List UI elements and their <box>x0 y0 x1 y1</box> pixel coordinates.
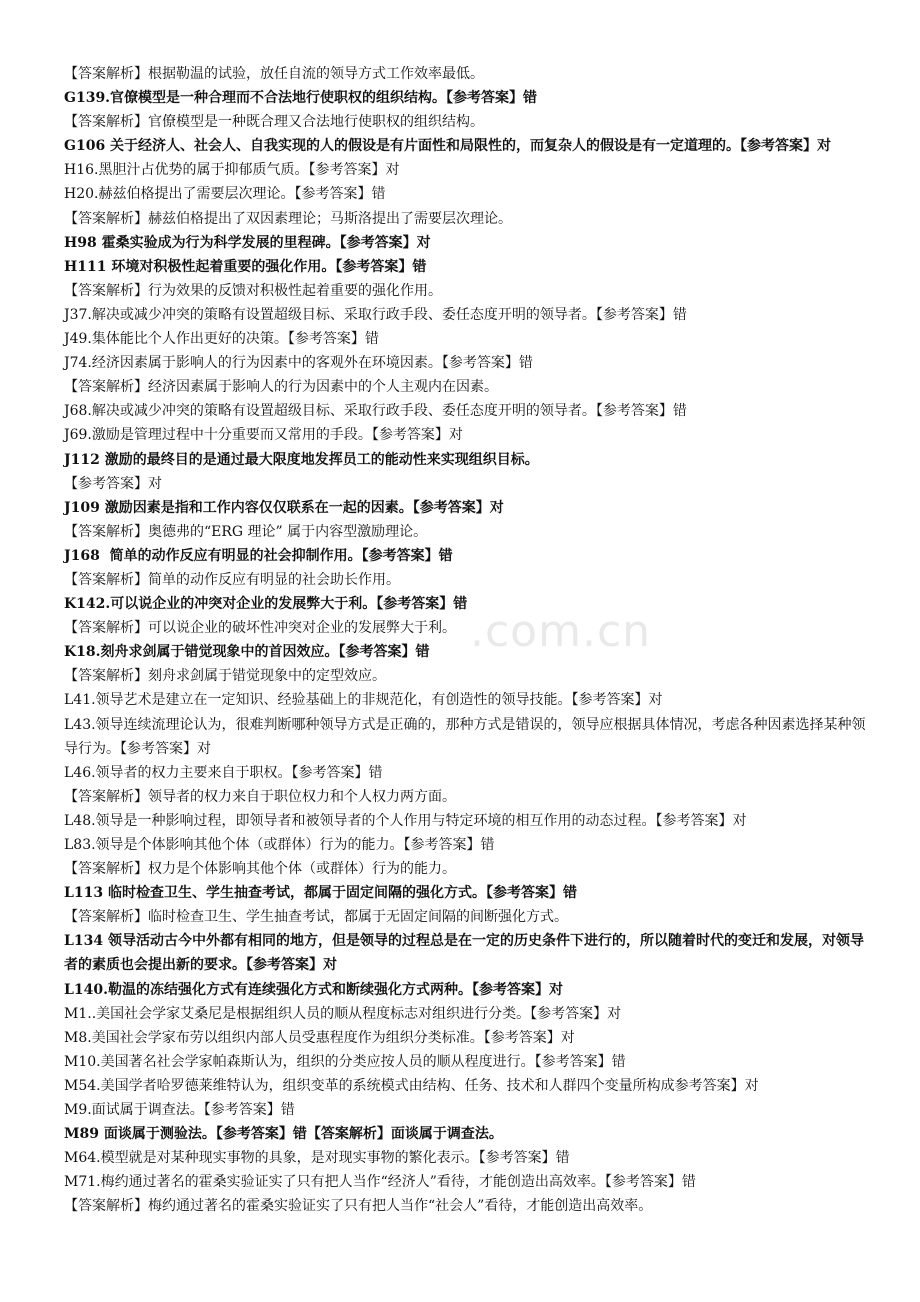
text-line: 【答案解析】临时检查卫生、学生抽查考试，都属于无固定间隔的间断强化方式。 <box>64 909 568 926</box>
text-line: J109 激励因素是指和工作内容仅仅联系在一起的因素。【参考答案】对 <box>64 499 504 516</box>
text-line: 【参考答案】对 <box>64 475 162 492</box>
text-line: H16.黑胆汁占优势的属于抑郁质气质。【参考答案】对 <box>64 162 400 179</box>
text-line: 【答案解析】梅约通过著名的霍桑实验证实了只有把人当作“社会人”看待，才能创造出高效率。 <box>64 1198 653 1215</box>
text-line: J74.经济因素属于影响人的行为因素中的客观外在环境因素。【参考答案】错 <box>64 355 533 372</box>
text-line: M8.美国社会学家布劳以组织内部人员受惠程度作为组织分类标准。【参考答案】对 <box>64 1029 575 1046</box>
text-line: L43.领导连续流理论认为，很难判断哪种领导方式是正确的，那种方式是错误的，领导应根据具体情况，考虑各种因素选择某种领导行为。【参考答案】对 <box>64 716 866 757</box>
text-line: J68.解决或减少冲突的策略有设置超级目标、采取行政手段、委任态度开明的领导者。【参考答案】错 <box>64 403 687 420</box>
text-line: L48.领导是一种影响过程，即领导者和被领导者的个人作用与特定环境的相互作用的动态过程。【参考答案】对 <box>64 812 747 829</box>
text-line: 【答案解析】行为效果的反馈对积极性起着重要的强化作用。 <box>64 282 442 299</box>
text-line: H98 霍桑实验成为行为科学发展的里程碑。【参考答案】对 <box>64 234 431 251</box>
text-line: 【答案解析】简单的动作反应有明显的社会助长作用。 <box>64 571 400 588</box>
text-line: 【答案解析】刻舟求剑属于错觉现象中的定型效应。 <box>64 668 386 685</box>
text-line: J168 简单的动作反应有明显的社会抑制作用。【参考答案】错 <box>64 547 453 564</box>
text-line: M54.美国学者哈罗德莱维特认为，组织变革的系统模式由结构、任务、技术和人群四个变量所构成参考答案】对 <box>64 1077 759 1094</box>
text-line: 【答案解析】领导者的权力来自于职位权力和个人权力两方面。 <box>64 788 456 805</box>
text-line: 【答案解析】奥德弗的“ERG 理论” 属于内容型激励理论。 <box>64 523 428 540</box>
text-line: G106 关于经济人、社会人、自我实现的人的假设是有片面性和局限性的，而复杂人的假设是有一定道理的。【参考答案】对 <box>64 138 832 155</box>
text-line: M71.梅约通过著名的霍桑实验证实了只有把人当作“经济人”看待，才能创造出高效率。【参考答案】错 <box>64 1174 696 1191</box>
text-line: J69.激励是管理过程中十分重要而又常用的手段。【参考答案】对 <box>64 427 463 444</box>
text-line: L46.领导者的权力主要来自于职权。【参考答案】错 <box>64 764 383 781</box>
text-line: K18.刻舟求剑属于错觉现象中的首因效应。【参考答案】错 <box>64 644 430 661</box>
text-line: H20.赫兹伯格提出了需要层次理论。【参考答案】错 <box>64 186 386 203</box>
text-line: 【答案解析】可以说企业的破坏性冲突对企业的发展弊大于利。 <box>64 620 456 637</box>
text-line: L83.领导是个体影响其他个体（或群体）行为的能力。【参考答案】错 <box>64 837 495 853</box>
text-line: L113 临时检查卫生、学生抽查考试，都属于固定间隔的强化方式。【参考答案】错 <box>64 885 577 902</box>
text-line: M1..美国社会学家艾桑尼是根据组织人员的顺从程度标志对组织进行分类。【参考答案】对 <box>64 1005 622 1022</box>
text-line: 【答案解析】赫兹伯格提出了双因素理论；马斯洛提出了需要层次理论。 <box>64 210 512 227</box>
text-line: M9.面试属于调查法。【参考答案】错 <box>64 1102 295 1119</box>
text-line: M10.美国著名社会学家帕森斯认为，组织的分类应按人员的顺从程度进行。【参考答案】错 <box>64 1053 626 1070</box>
text-line: L41.领导艺术是建立在一定知识、经验基础上的非规范化，有创造性的领导技能。【参考答案】对 <box>64 692 663 709</box>
text-line: M89 面谈属于测验法。【参考答案】错【答案解析】面谈属于调查法。 <box>64 1126 503 1143</box>
text-line: 【答案解析】根据勒温的试验，放任自流的领导方式工作效率最低。 <box>64 66 484 82</box>
text-line: H111 环境对积极性起着重要的强化作用。【参考答案】错 <box>64 258 427 275</box>
text-line: L134 领导活动古今中外都有相同的地方，但是领导的过程总是在一定的历史条件下进行的，所以随着时代的变迁和发展，对领导者的素质也会提出新的要求。【参考答案】对 <box>64 933 864 974</box>
text-line: J49.集体能比个人作出更好的决策。【参考答案】错 <box>64 331 379 348</box>
text-line: G139.官僚模型是一种合理而不合法地行使职权的组织结构。【参考答案】错 <box>64 90 538 107</box>
text-line: L140.勒温的冻结强化方式有连续强化方式和断续强化方式两种。【参考答案】对 <box>64 981 563 998</box>
document-body <box>64 62 870 1219</box>
text-line: M64.模型就是对某种现实事物的具象，是对现实事物的繁化表示。【参考答案】错 <box>64 1150 570 1167</box>
text-line: 【答案解析】官僚模型是一种既合理又合法地行使职权的组织结构。 <box>64 114 484 131</box>
text-line: 【答案解析】经济因素属于影响人的行为因素中的个人主观内在因素。 <box>64 379 498 396</box>
text-line: J112 激励的最终目的是通过最大限度地发挥员工的能动性来实现组织目标。 <box>64 451 539 468</box>
text-line: J37.解决或减少冲突的策略有设置超级目标、采取行政手段、委任态度开明的领导者。【参考答案】错 <box>64 306 687 323</box>
watermark: .com.cn <box>470 606 652 657</box>
text-line: K142.可以说企业的冲突对企业的发展弊大于利。【参考答案】错 <box>64 596 468 613</box>
text-line: 【答案解析】权力是个体影响其他个体（或群体）行为的能力。 <box>64 861 456 878</box>
